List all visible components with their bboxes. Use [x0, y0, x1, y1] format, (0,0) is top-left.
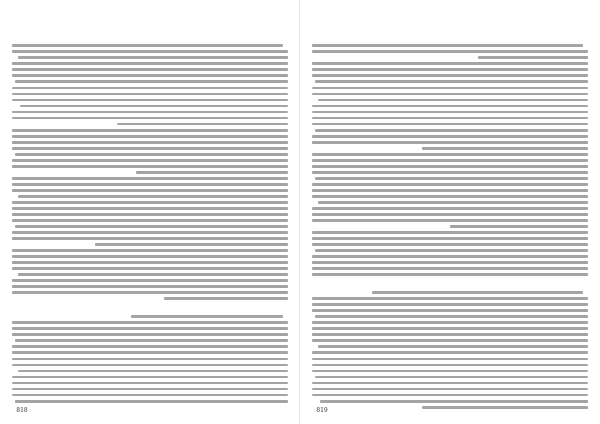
text-line-ink	[315, 129, 588, 132]
text-line	[312, 362, 588, 368]
text-line	[12, 314, 288, 320]
text-line-ink	[12, 207, 288, 210]
text-line-ink	[312, 297, 588, 300]
text-line-ink	[312, 267, 588, 270]
text-line-ink	[312, 50, 588, 53]
text-line	[12, 145, 288, 151]
text-line-ink	[312, 273, 588, 276]
text-line	[12, 266, 288, 272]
text-line-ink	[312, 219, 588, 222]
text-line-ink	[12, 279, 288, 282]
text-line	[312, 103, 588, 109]
text-line-ink	[312, 237, 588, 240]
text-line	[312, 181, 588, 187]
text-line	[12, 236, 288, 242]
text-line-ink	[312, 364, 588, 367]
right-page-number: 819	[316, 407, 328, 414]
text-line-ink	[12, 219, 288, 222]
text-line-ink	[12, 44, 283, 47]
text-line	[312, 49, 588, 55]
text-line	[312, 43, 588, 49]
text-line	[312, 115, 588, 121]
text-line-ink	[12, 358, 288, 361]
text-line	[312, 61, 588, 67]
text-line	[12, 85, 288, 91]
text-line	[312, 290, 588, 296]
text-line-ink	[12, 213, 288, 216]
text-line	[312, 296, 588, 302]
text-line-ink	[312, 309, 588, 312]
text-line-ink	[12, 364, 288, 367]
text-line-ink	[12, 321, 288, 324]
text-line-ink	[312, 111, 588, 114]
text-line-ink	[12, 111, 288, 114]
text-line	[12, 115, 288, 121]
text-line-ink	[12, 327, 288, 330]
text-line-ink	[12, 183, 288, 186]
text-line-ink	[15, 153, 288, 156]
text-line	[312, 368, 588, 374]
text-line-ink	[318, 345, 588, 348]
text-line-ink	[315, 177, 588, 180]
text-line	[312, 121, 588, 127]
text-line-ink	[312, 117, 588, 120]
text-line-ink	[312, 321, 588, 324]
text-line	[312, 229, 588, 235]
text-line-ink	[18, 273, 288, 276]
paragraph-gap	[12, 302, 288, 314]
text-line	[312, 139, 588, 145]
text-line-ink	[312, 303, 588, 306]
text-line	[12, 193, 288, 199]
text-line-ink	[136, 171, 288, 174]
text-line	[312, 314, 588, 320]
text-line	[312, 398, 588, 404]
text-line	[312, 73, 588, 79]
text-line	[312, 344, 588, 350]
text-line-ink	[312, 141, 588, 144]
text-line-ink	[318, 201, 588, 204]
text-line	[312, 248, 588, 254]
text-line-ink	[12, 237, 288, 240]
text-line-ink	[478, 56, 588, 59]
text-line	[12, 229, 288, 235]
text-line-ink	[422, 147, 588, 150]
text-line-ink	[12, 135, 288, 138]
text-line	[312, 199, 588, 205]
text-line	[12, 223, 288, 229]
text-line-ink	[312, 388, 588, 391]
text-line-ink	[18, 370, 288, 373]
text-line-ink	[318, 99, 588, 102]
text-line-ink	[12, 394, 288, 397]
text-line	[312, 157, 588, 163]
text-line-ink	[312, 135, 588, 138]
text-line	[312, 97, 588, 103]
text-line-ink	[164, 297, 288, 300]
text-line-ink	[312, 153, 588, 156]
text-line	[12, 55, 288, 61]
text-line-ink	[312, 44, 583, 47]
text-line-ink	[12, 376, 288, 379]
text-line	[312, 205, 588, 211]
text-line	[312, 175, 588, 181]
text-line	[312, 350, 588, 356]
text-line	[12, 73, 288, 79]
text-line	[312, 127, 588, 133]
text-line-ink	[312, 243, 588, 246]
text-line	[12, 181, 288, 187]
text-line	[312, 392, 588, 398]
text-line-ink	[12, 231, 288, 234]
text-line-ink	[117, 123, 288, 126]
text-line	[12, 187, 288, 193]
text-line	[12, 254, 288, 260]
text-line-ink	[12, 147, 288, 150]
text-line	[12, 175, 288, 181]
text-line	[12, 368, 288, 374]
text-line-ink	[450, 225, 588, 228]
text-line-ink	[12, 351, 288, 354]
text-line-ink	[312, 207, 588, 210]
text-line	[312, 169, 588, 175]
text-line-ink	[312, 93, 588, 96]
text-line-ink	[312, 105, 588, 108]
text-line-ink	[12, 267, 288, 270]
text-line-ink	[312, 370, 588, 373]
text-line	[312, 380, 588, 386]
text-line-ink	[312, 171, 588, 174]
text-line-ink	[12, 382, 288, 385]
text-line-ink	[312, 351, 588, 354]
text-line	[12, 217, 288, 223]
text-line	[12, 121, 288, 127]
right-page	[300, 0, 600, 424]
text-line-ink	[372, 291, 583, 294]
text-line	[312, 374, 588, 380]
text-line	[12, 362, 288, 368]
text-line-ink	[312, 394, 588, 397]
text-line	[312, 332, 588, 338]
text-line	[12, 296, 288, 302]
text-line-ink	[12, 261, 288, 264]
text-line	[312, 242, 588, 248]
text-line-ink	[12, 177, 288, 180]
text-line	[12, 374, 288, 380]
text-line	[12, 386, 288, 392]
text-line-ink	[312, 261, 588, 264]
text-line	[12, 320, 288, 326]
text-line-ink	[12, 291, 288, 294]
text-line-ink	[12, 50, 288, 53]
text-line-ink	[12, 117, 288, 120]
text-line	[12, 199, 288, 205]
text-line	[12, 211, 288, 217]
text-line	[12, 133, 288, 139]
text-line	[12, 392, 288, 398]
text-line	[12, 157, 288, 163]
text-line-ink	[312, 62, 588, 65]
text-line	[312, 320, 588, 326]
text-line-ink	[15, 80, 288, 83]
text-line-ink	[315, 315, 588, 318]
text-line	[12, 109, 288, 115]
text-line-ink	[131, 315, 283, 318]
text-line-ink	[12, 388, 288, 391]
text-line	[12, 103, 288, 109]
text-line-ink	[20, 105, 288, 108]
text-line	[12, 338, 288, 344]
text-line-ink	[12, 165, 288, 168]
text-line-ink	[12, 249, 288, 252]
text-line-ink	[12, 285, 288, 288]
text-line	[12, 290, 288, 296]
text-line	[12, 284, 288, 290]
text-line-ink	[12, 99, 288, 102]
text-line	[12, 205, 288, 211]
text-line	[312, 356, 588, 362]
text-line	[12, 272, 288, 278]
text-line	[12, 97, 288, 103]
text-line	[312, 91, 588, 97]
text-line	[312, 302, 588, 308]
text-line-ink	[15, 225, 288, 228]
text-line	[312, 151, 588, 157]
text-line	[12, 139, 288, 145]
text-line	[12, 248, 288, 254]
text-line	[312, 308, 588, 314]
text-line	[312, 79, 588, 85]
text-line	[12, 49, 288, 55]
text-line	[12, 67, 288, 73]
text-line-ink	[312, 327, 588, 330]
text-line	[312, 338, 588, 344]
text-line-ink	[312, 68, 588, 71]
text-line	[312, 67, 588, 73]
text-line	[312, 223, 588, 229]
text-line-ink	[312, 255, 588, 258]
text-line-ink	[18, 56, 288, 59]
text-line	[12, 332, 288, 338]
text-line-ink	[312, 231, 588, 234]
text-line-ink	[312, 189, 588, 192]
text-line-ink	[15, 339, 288, 342]
paragraph-gap	[312, 278, 588, 290]
text-line	[12, 380, 288, 386]
text-line-ink	[312, 213, 588, 216]
text-line	[312, 193, 588, 199]
text-line-ink	[12, 62, 288, 65]
text-line	[12, 61, 288, 67]
text-line-ink	[12, 87, 288, 90]
text-line	[12, 260, 288, 266]
text-line-ink	[315, 80, 588, 83]
text-line-ink	[12, 74, 288, 77]
text-line	[312, 163, 588, 169]
text-line	[12, 242, 288, 248]
text-line	[312, 133, 588, 139]
text-line	[312, 266, 588, 272]
text-line	[12, 278, 288, 284]
text-line	[12, 127, 288, 133]
text-line-ink	[312, 74, 588, 77]
text-line	[12, 356, 288, 362]
text-line-ink	[312, 183, 588, 186]
text-line-ink	[12, 93, 288, 96]
text-line	[312, 326, 588, 332]
text-line-ink	[315, 376, 588, 379]
left-page-text-block	[12, 43, 288, 381]
text-line-ink	[312, 333, 588, 336]
text-line	[12, 398, 288, 404]
text-line-ink	[12, 255, 288, 258]
text-line	[312, 236, 588, 242]
text-line	[312, 272, 588, 278]
text-line	[12, 344, 288, 350]
text-line	[12, 163, 288, 169]
text-line-ink	[95, 243, 288, 246]
text-line	[12, 350, 288, 356]
text-line-ink	[12, 129, 288, 132]
text-line	[12, 169, 288, 175]
text-line	[312, 404, 588, 410]
text-line-ink	[312, 159, 588, 162]
text-line	[12, 43, 288, 49]
text-line-ink	[12, 333, 288, 336]
text-line-ink	[12, 345, 288, 348]
text-line-ink	[315, 249, 588, 252]
text-line-ink	[312, 382, 588, 385]
text-line	[312, 254, 588, 260]
text-line	[12, 326, 288, 332]
text-line-ink	[320, 400, 588, 403]
text-line-ink	[12, 141, 288, 144]
text-line	[12, 79, 288, 85]
text-line-ink	[12, 159, 288, 162]
text-line	[312, 260, 588, 266]
text-line-ink	[312, 123, 588, 126]
text-line	[312, 55, 588, 61]
text-line	[312, 211, 588, 217]
text-line	[312, 187, 588, 193]
text-line	[12, 91, 288, 97]
text-line	[312, 85, 588, 91]
text-line-ink	[15, 400, 288, 403]
left-page-number: 818	[16, 407, 28, 414]
text-line-ink	[18, 195, 288, 198]
text-line-ink	[12, 189, 288, 192]
text-line	[312, 217, 588, 223]
text-line	[312, 109, 588, 115]
text-line-ink	[312, 195, 588, 198]
text-line-ink	[312, 165, 588, 168]
right-page-text-block	[312, 43, 588, 381]
text-line-ink	[312, 339, 588, 342]
text-line	[12, 151, 288, 157]
text-line-ink	[312, 87, 588, 90]
text-line-ink	[422, 406, 588, 409]
text-line-ink	[12, 68, 288, 71]
text-line	[312, 145, 588, 151]
text-line-ink	[12, 201, 288, 204]
text-line-ink	[312, 358, 588, 361]
text-line	[312, 386, 588, 392]
